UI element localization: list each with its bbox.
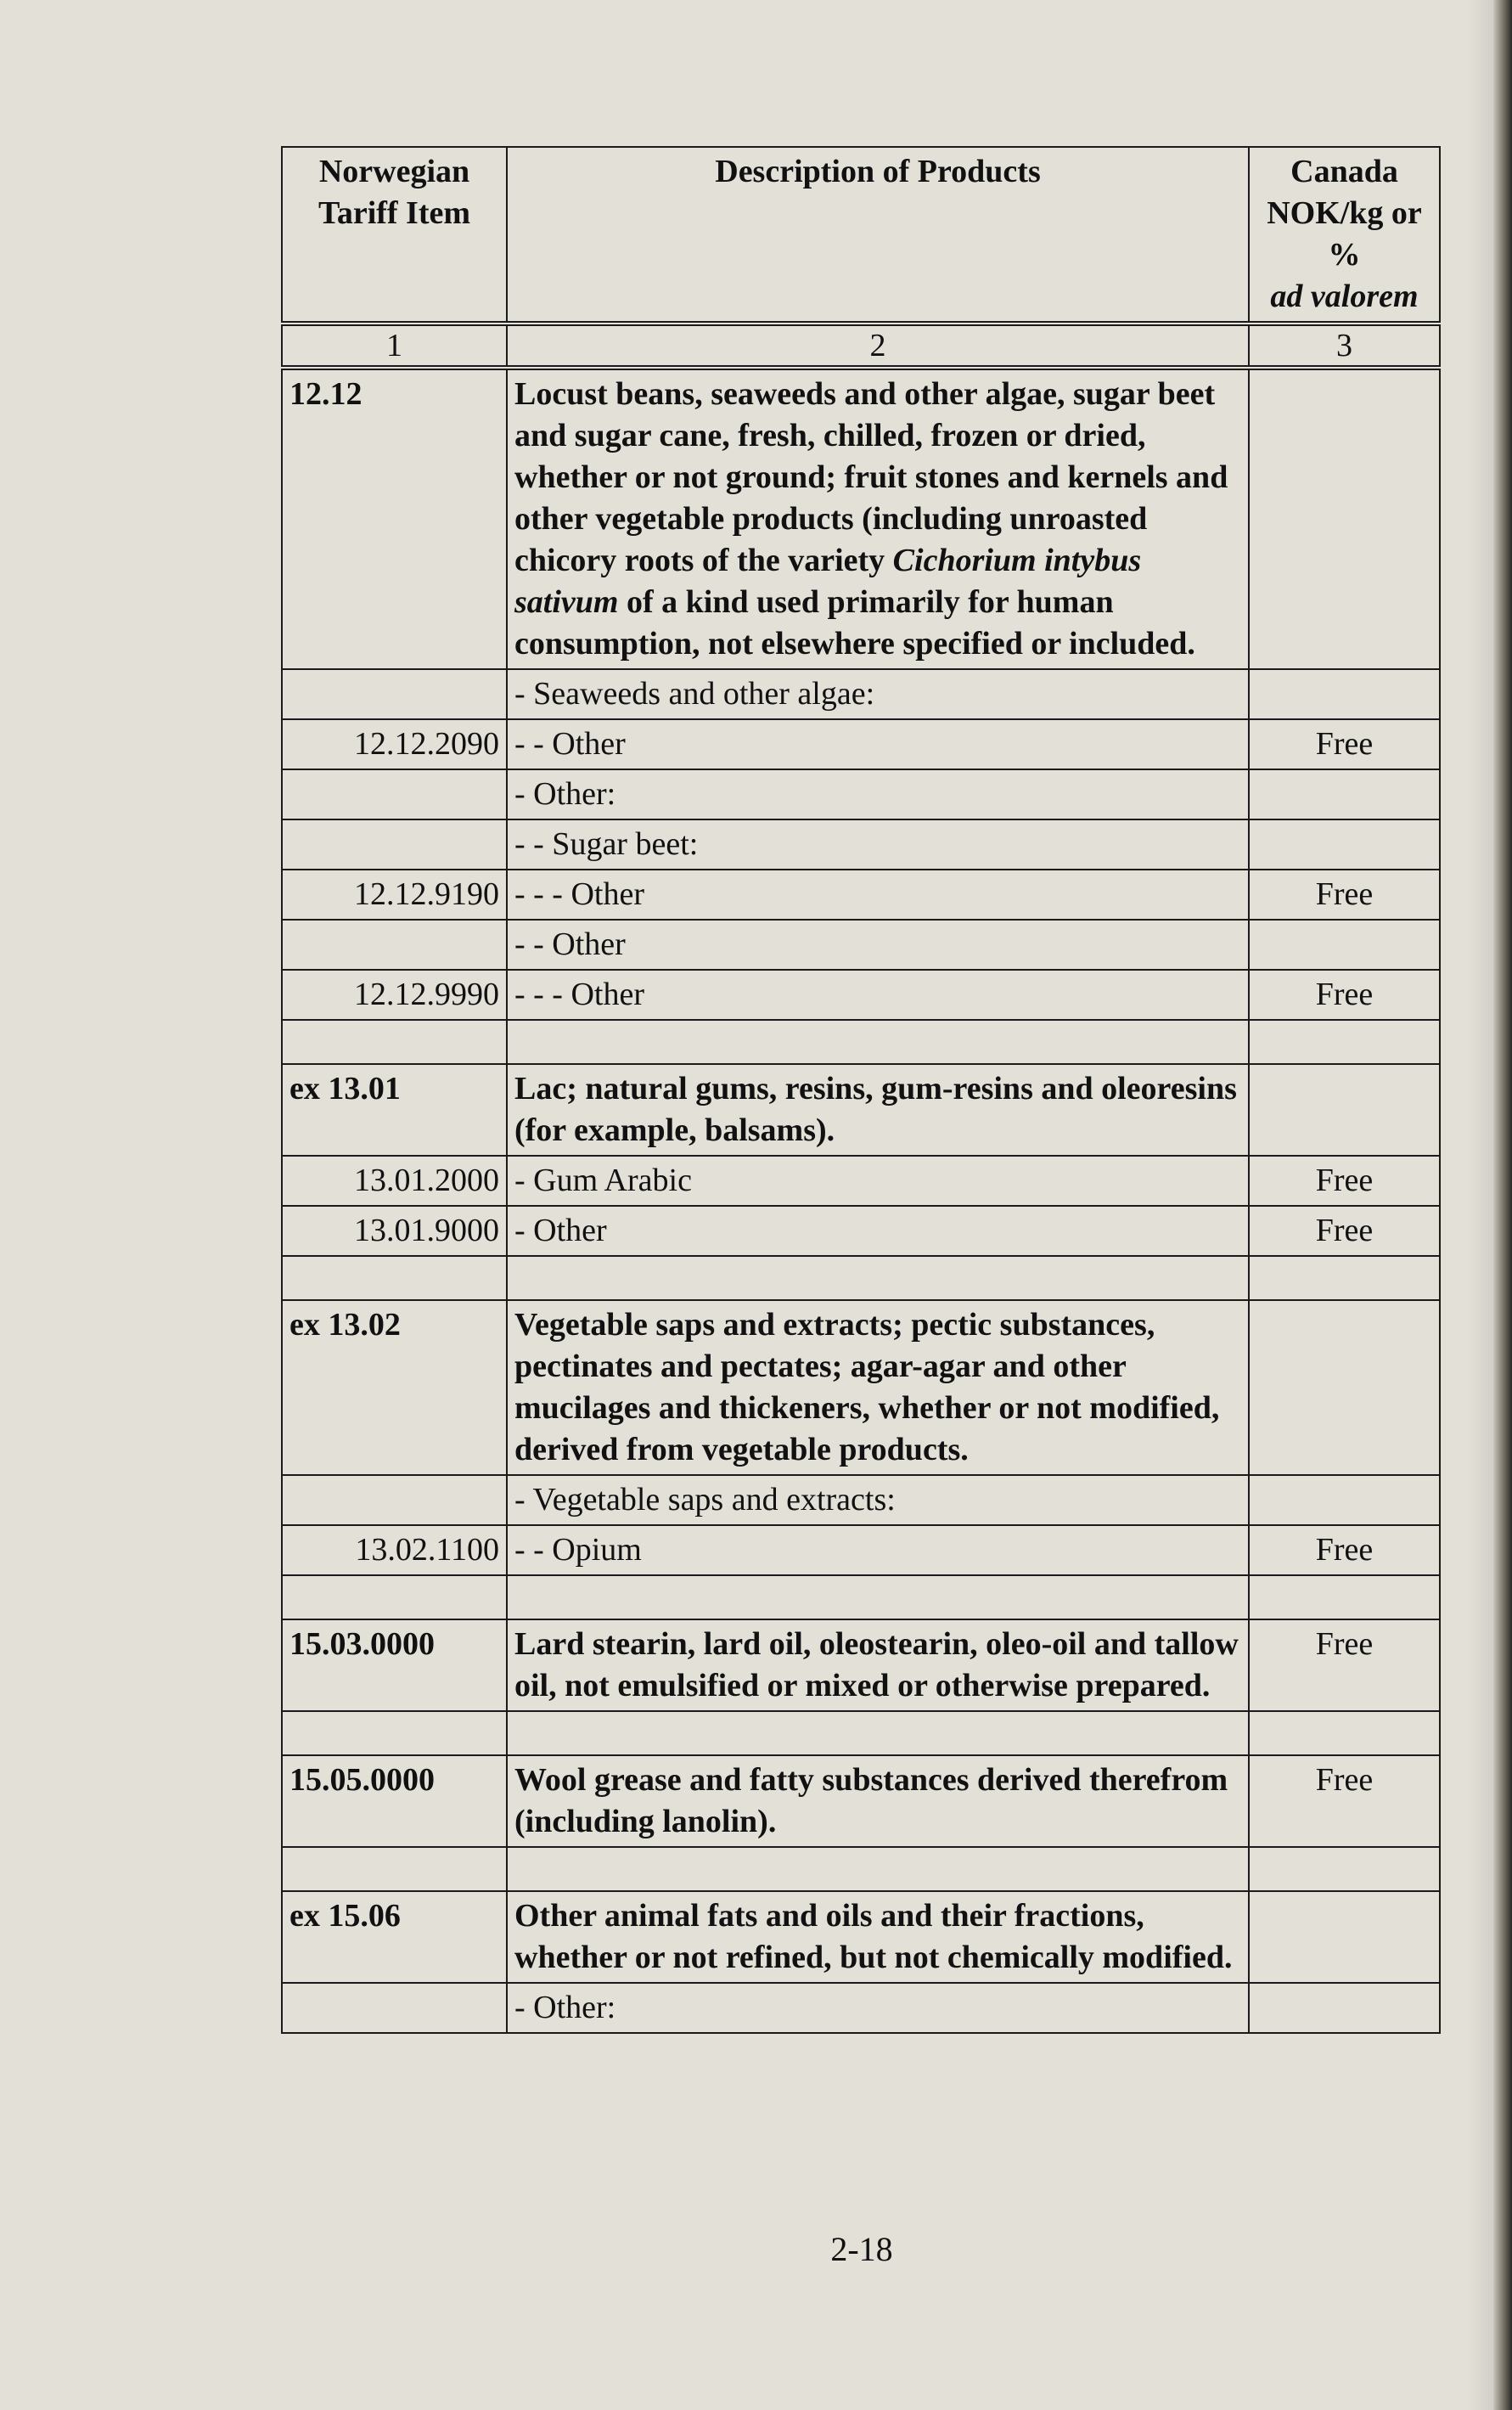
tariff-code: 13.01.9000	[282, 1206, 507, 1256]
product-description: - - Other	[507, 920, 1249, 970]
table-row	[282, 1064, 1440, 1156]
table-row	[282, 1755, 1440, 1847]
rate-cell	[1249, 1891, 1440, 1983]
table-row	[282, 819, 1440, 870]
page-shadow	[1468, 0, 1493, 2410]
product-description: - Other	[507, 1206, 1249, 1256]
rate-cell	[1249, 1475, 1440, 1525]
tariff-code: ex 13.02	[282, 1300, 507, 1475]
rate-cell: Free	[1249, 970, 1440, 1020]
tariff-code: 15.03.0000	[282, 1619, 507, 1711]
rate-cell: Free	[1249, 1206, 1440, 1256]
rate-cell	[1249, 1300, 1440, 1475]
product-description: - - Other	[507, 719, 1249, 769]
rate-cell: Free	[1249, 1755, 1440, 1847]
table-row	[282, 1206, 1440, 1256]
rate-cell	[1249, 1064, 1440, 1156]
spacer-row	[282, 1256, 1440, 1300]
product-description: - Other:	[507, 769, 1249, 819]
table-row	[282, 1891, 1440, 1983]
spacer-row	[282, 1575, 1440, 1619]
tariff-code	[282, 1983, 507, 2033]
page-number: 2-18	[830, 2230, 893, 2268]
table-row	[282, 1983, 1440, 2033]
description-text: Locust beans, seaweeds and other algae, sugar beet and sugar cane, fresh, chilled, frozen or dried, whether or not ground; fruit stones and kernels and other vegetable products (including unroasted chicory roots of the variety	[514, 376, 1228, 578]
tariff-code: ex 15.06	[282, 1891, 507, 1983]
table-row	[282, 719, 1440, 769]
table-row	[282, 669, 1440, 719]
rate-cell	[1249, 368, 1440, 669]
tariff-code: 12.12	[282, 368, 507, 669]
tariff-code: 12.12.9190	[282, 870, 507, 920]
table-row	[282, 1300, 1440, 1475]
tariff-code	[282, 669, 507, 719]
description-text: of a kind used primarily for human consumption, not elsewhere specified or included.	[514, 584, 1195, 662]
tariff-code	[282, 769, 507, 819]
tariff-table	[281, 146, 1441, 2034]
tariff-code: 15.05.0000	[282, 1755, 507, 1847]
product-description: Other animal fats and oils and their fractions, whether or not refined, but not chemically modified.	[507, 1891, 1249, 1983]
rate-cell: Free	[1249, 1619, 1440, 1711]
product-description: Wool grease and fatty substances derived therefrom (including lanolin).	[507, 1755, 1249, 1847]
product-description: Lard stearin, lard oil, oleostearin, oleo-oil and tallow oil, not emulsified or mixed or otherwise prepared.	[507, 1619, 1249, 1711]
product-description: - - Opium	[507, 1525, 1249, 1575]
tariff-code	[282, 1475, 507, 1525]
rate-cell	[1249, 769, 1440, 819]
spacer-row	[282, 1020, 1440, 1064]
header-description: Description of Products	[507, 147, 1249, 324]
rate-cell: Free	[1249, 870, 1440, 920]
table-row	[282, 1156, 1440, 1206]
spacer-row	[282, 1847, 1440, 1891]
table-row	[282, 1619, 1440, 1711]
table-row	[282, 368, 1440, 669]
product-description: Lac; natural gums, resins, gum-resins and oleoresins (for example, balsams).	[507, 1064, 1249, 1156]
header-canada-rate	[1249, 147, 1440, 324]
header-tariff-item: Norwegian Tariff Item	[282, 147, 507, 324]
rate-cell	[1249, 819, 1440, 870]
tariff-code	[282, 819, 507, 870]
column-number: 2	[507, 324, 1249, 368]
header-nok: NOK/kg or	[1267, 195, 1422, 231]
table-row	[282, 769, 1440, 819]
rate-cell: Free	[1249, 719, 1440, 769]
description-italic: Cichorium intybus sativum	[514, 543, 1142, 620]
column-number: 3	[1249, 324, 1440, 368]
rate-cell	[1249, 920, 1440, 970]
tariff-code	[282, 920, 507, 970]
column-number: 1	[282, 324, 507, 368]
spacer-row	[282, 1711, 1440, 1755]
rate-cell: Free	[1249, 1525, 1440, 1575]
table-row	[282, 1525, 1440, 1575]
header-canada: Canada	[1290, 154, 1398, 189]
product-description: - Gum Arabic	[507, 1156, 1249, 1206]
product-description	[507, 368, 1249, 669]
table-row	[282, 970, 1440, 1020]
rate-cell	[1249, 1983, 1440, 2033]
header-percent: %	[1328, 237, 1361, 273]
product-description: - Vegetable saps and extracts:	[507, 1475, 1249, 1525]
table-row	[282, 1475, 1440, 1525]
table-row	[282, 870, 1440, 920]
product-description: - Seaweeds and other algae:	[507, 669, 1249, 719]
product-description: - - - Other	[507, 870, 1249, 920]
column-number-row	[282, 324, 1440, 368]
product-description: - - - Other	[507, 970, 1249, 1020]
tariff-code: 13.01.2000	[282, 1156, 507, 1206]
tariff-code: 13.02.1100	[282, 1525, 507, 1575]
tariff-code: ex 13.01	[282, 1064, 507, 1156]
rate-cell	[1249, 669, 1440, 719]
tariff-code: 12.12.9990	[282, 970, 507, 1020]
product-description: - - Sugar beet:	[507, 819, 1249, 870]
product-description: Vegetable saps and extracts; pectic substances, pectinates and pectates; agar-agar and other mucilages and thickeners, whether or not modified, derived from vegetable products.	[507, 1300, 1249, 1475]
header-row	[282, 147, 1440, 324]
rate-cell: Free	[1249, 1156, 1440, 1206]
page-edge	[1493, 0, 1512, 2410]
tariff-code: 12.12.2090	[282, 719, 507, 769]
table-row	[282, 920, 1440, 970]
product-description: - Other:	[507, 1983, 1249, 2033]
header-ad-valorem: ad valorem	[1270, 279, 1419, 314]
